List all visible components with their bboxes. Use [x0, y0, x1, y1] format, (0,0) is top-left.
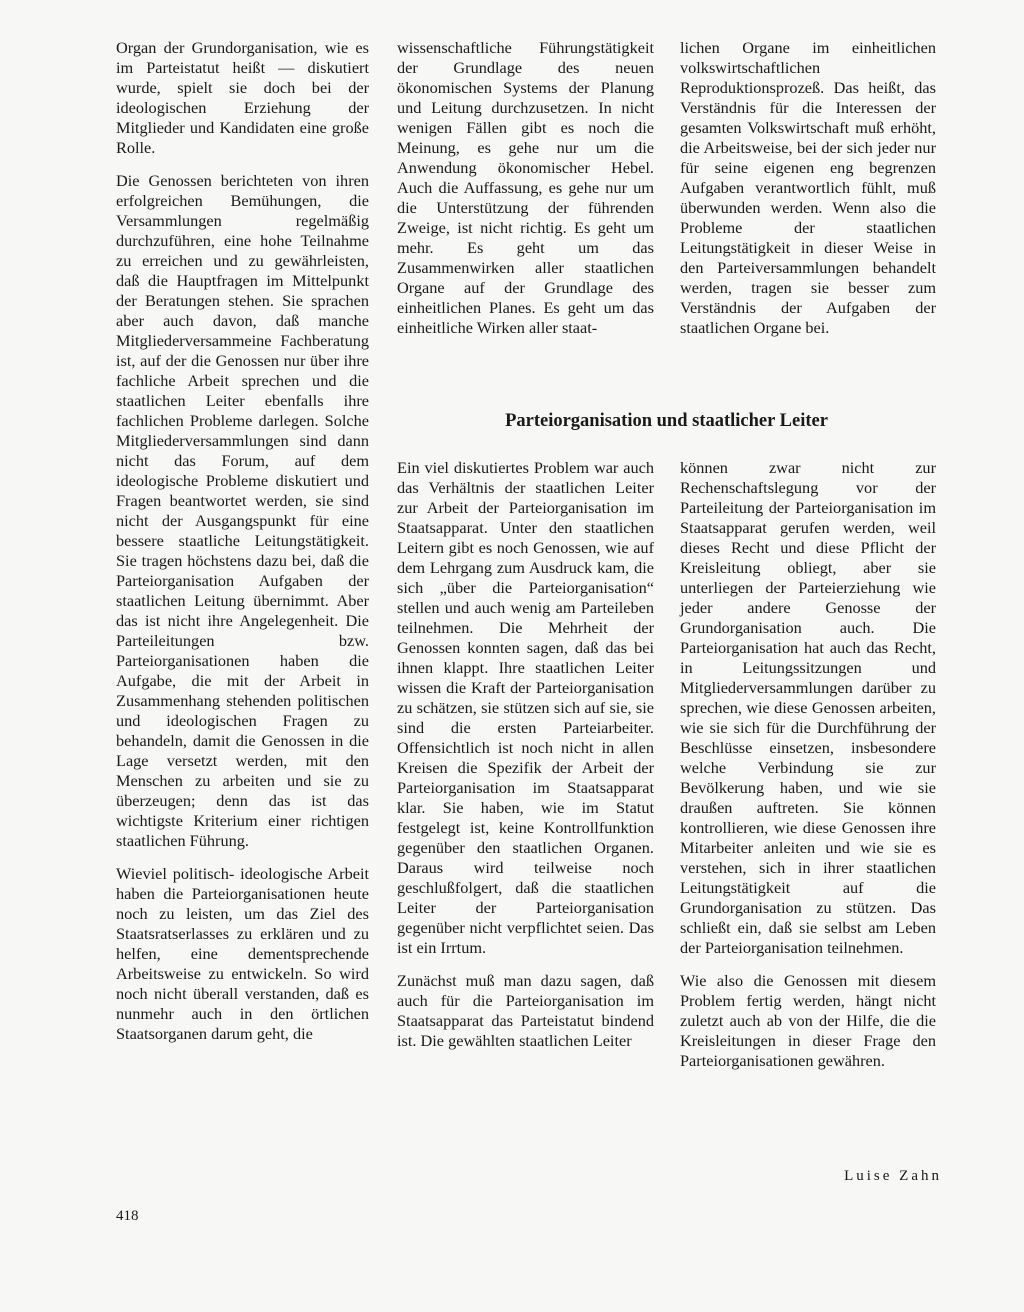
- paragraph: Ein viel diskutiertes Problem war auch das Verhältnis der staatlichen Leiter zur Arbeit der Parteiorganisation im Staatsapparat. Unter den staatlichen Leitern gibt es noch Genossen, wie auf dem Lehrgang zum Ausdruck kam, die sich „über die Parteiorganisation“ stellen und auch wenig am Parteileben teilnehmen. Die Mehrheit der Genossen konnten sagen, daß das bei ihnen klappt. Ihre staatlichen Leiter wissen die Kraft der Parteiorganisation zu schätzen, sie stützen sich auf sie, sie sind die ersten Parteiarbeiter. Offensichtlich ist noch nicht in allen Kreisen die Spezifik der Arbeit der Parteiorganisation im Staatsapparat klar. Sie haben, wie im Statut festgelegt ist, keine Kontrollfunktion gegenüber den staatlichen Organen. Daraus wird teilweise noch geschlußfolgert, daß die staatlichen Leiter der Parteiorganisation gegenüber nicht verpflichtet seien. Das ist ein Irrtum.: [397, 458, 654, 957]
- paragraph: lichen Organe im einheitlichen volkswirtschaftlichen Reproduktionsprozeß. Das heißt, das Verständnis für die Interessen der gesamten Volkswirtschaft muß erhöht, die Arbeitsweise, bei der sich jeder nur für seine eigenen eng begrenzen Aufgaben verantwortlich fühlt, muß überwunden werden. Wenn also die Probleme der staatlichen Leitungstätigkeit in dieser Weise in den Parteiversammlungen behandelt werden, tragen sie besser zum Verständnis der Aufgaben der staatlichen Organe bei.: [680, 38, 936, 337]
- text-column-1: [116, 38, 369, 1057]
- paragraph: Organ der Grundorganisation, wie es im Parteistatut heißt — diskutiert wurde, spielt sie doch bei der ideologischen Erziehung der Mitglieder und Kandidaten eine große Rolle.: [116, 38, 369, 157]
- text-column-5: [680, 458, 936, 1084]
- paragraph: Wie also die Genossen mit diesem Problem fertig werden, hängt nicht zuletzt auch ab von der Hilfe, die die Kreisleitungen in dieser Frage den Parteiorganisationen gewähren.: [680, 971, 936, 1070]
- paragraph: können zwar nicht zur Rechenschaftslegung vor der Parteileitung der Parteiorganisation im Staatsapparat gerufen werden, weil dieses Recht und diese Pflicht der Kreisleitung obliegt, aber sie unterliegen der Parteierziehung wie jeder andere Genosse der Grundorganisation auch. Die Parteiorganisation hat auch das Recht, in Leitungssitzungen und Mitgliederversammlungen darüber zu sprechen, wie diese Genossen arbeiten, wie sie sich für die Durchführung der Beschlüsse einsetzen, insbesondere welche Verbindung sie zur Bevölkerung haben, und wie sie draußen auftreten. Sie können kontrollieren, wie diese Genossen ihre Mitarbeiter anleiten und wie sie es verstehen, sich in ihrer staatlichen Leitungstätigkeit auf die Grundorganisation zu stützen. Das schließt ein, daß sie selbst am Leben der Parteiorganisation teilnehmen.: [680, 458, 936, 957]
- section-heading: Parteiorganisation und staatlicher Leiter: [505, 411, 828, 431]
- author-signature: Luise Zahn: [844, 1168, 942, 1184]
- page-number: 418: [116, 1208, 139, 1224]
- text-column-2: [397, 38, 654, 351]
- paragraph: Wieviel politisch- ideologische Arbeit haben die Parteiorganisationen heute noch zu leisten, um das Ziel des Staatsratserlasses zu erklären und zu helfen, eine dementsprechende Arbeitsweise zu entwickeln. So wird noch nicht überall verstanden, daß es nunmehr auch in den örtlichen Staatsorganen darum geht, die: [116, 864, 369, 1043]
- paragraph: wissenschaftliche Führungstätigkeit der Grundlage des neuen ökonomischen Systems der Planung und Leitung durchzusetzen. In nicht wenigen Fällen gibt es noch die Meinung, es gehe nur um die Anwendung ökonomischer Hebel. Auch die Auffassung, es gehe nur um die Unterstützung der führenden Zweige, ist nicht richtig. Es geht um mehr. Es geht um das Zusammenwirken aller staatlichen Organe auf der Grundlage des einheitlichen Planes. Es geht um das einheitliche Wirken aller staat-: [397, 38, 654, 337]
- text-column-4: [397, 458, 654, 1064]
- paragraph: Zunächst muß man dazu sagen, daß auch für die Parteiorganisation im Staatsapparat das Parteistatut bindend ist. Die gewählten staatlichen Leiter: [397, 971, 654, 1050]
- text-column-3: [680, 38, 936, 351]
- paragraph: Die Genossen berichteten von ihren erfolgreichen Bemühungen, die Versammlungen regelmäßig durchzuführen, eine hohe Teilnahme zu erreichen und zu gewährleisten, daß die Hauptfragen im Mittelpunkt der Beratungen stehen. Sie sprachen aber auch davon, daß manche Mitgliederversammeine Fachberatung ist, auf der die Genossen nur über ihre fachliche Arbeit sprechen und die staatlichen Leiter ebenfalls ihre fachlichen Probleme darlegen. Solche Mitgliederversammlungen sind dann nicht das Forum, auf dem ideologische Probleme diskutiert und Fragen beantwortet werden, sie sind nicht der Ausgangspunkt für eine bessere staatliche Leitungstätigkeit. Sie tragen höchstens dazu bei, daß die Parteiorganisation Aufgaben der staatlichen Leitung übernimmt. Aber das ist nicht ihre Angelegenheit. Die Parteileitungen bzw. Parteiorganisationen haben die Aufgabe, die mit der Arbeit in Zusammenhang stehenden politischen und ideologischen Fragen zu behandeln, damit die Genossen in die Lage versetzt werden, mit den Menschen zu arbeiten und sie zu überzeugen; denn das ist das wichtigste Kriterium einer richtigen staatlichen Führung.: [116, 171, 369, 850]
